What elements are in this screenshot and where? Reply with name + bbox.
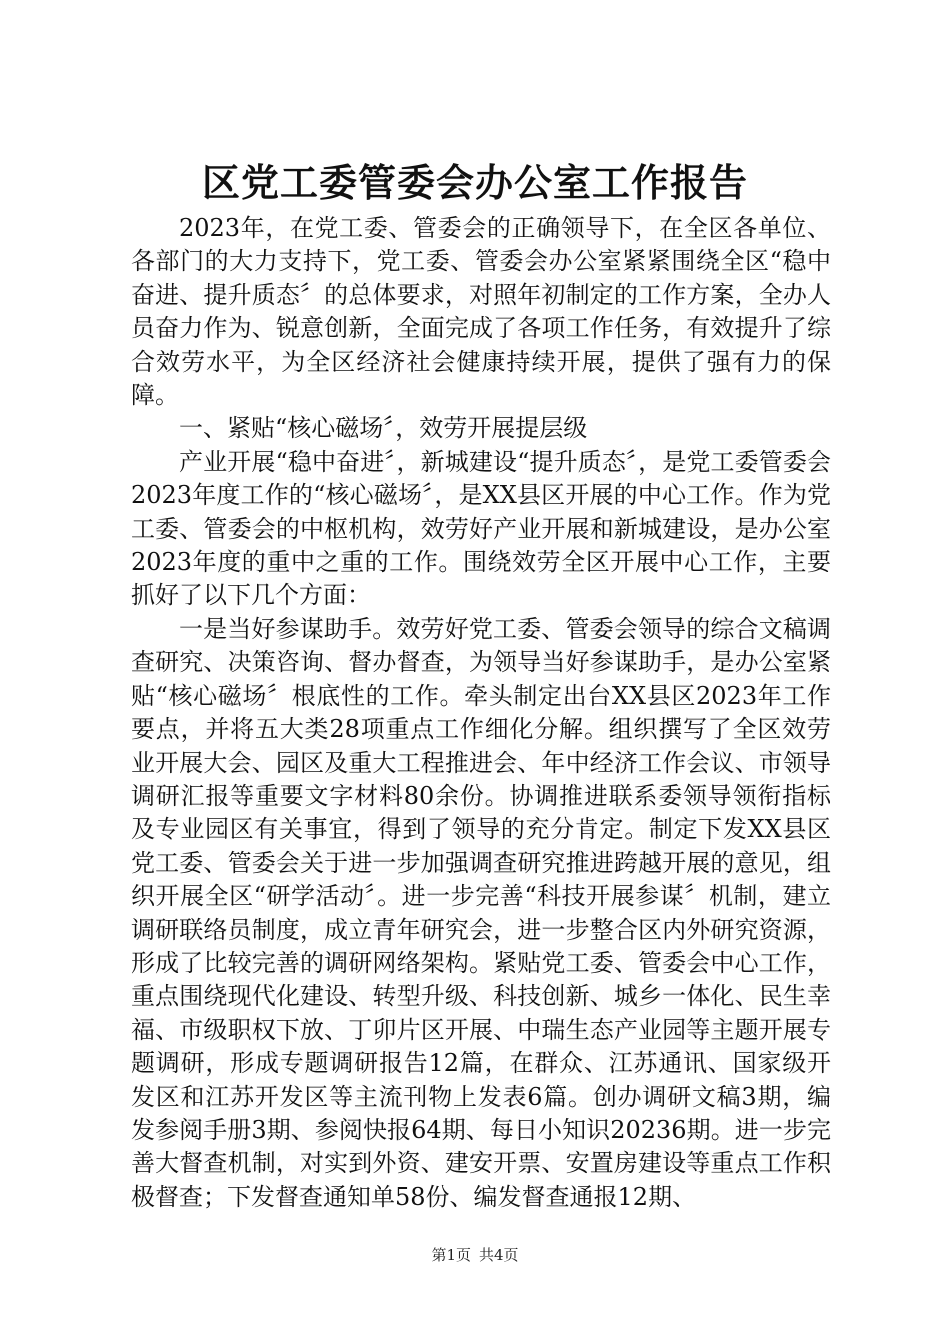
paragraph-advisor-role: 一是当好参谋助手。效劳好党工委、管委会领导的综合文稿调查研究、决策咨询、督办督查，为领导当好参谋助手，是办公室紧贴“核心磁场〞根底性的工作。牵头制定出台XX县区2023年工作要点，并将五大类28项重点工作细化分解。组织撰写了全区效劳业开展大会、园区及重大工程推进会、年中经济工作会议、市领导调研汇报等重要文字材料80余份。协调推进联系委领导领衔指标及专业园区有关事宜，得到了领导的充分肯定。制定下发XX县区党工委、管委会关于进一步加强调查研究推进跨越开展的意见，组织开展全区“研学活动〞。进一步完善“科技开展参谋〞机制，建立调研联络员制度，成立青年研究会，进一步整合区内外研究资源，形成了比较完善的调研网络架构。紧贴党工委、管委会中心工作，重点围绕现代化建设、转型升级、科技创新、城乡一体化、民生幸福、市级职权下放、丁卯片区开展、中瑞生态产业园等主题开展专题调研，形成专题调研报告12篇，在群众、江苏通讯、国家级开发区和江苏开发区等主流刊物上发表6篇。创办调研文稿3期，编发参阅手册3期、参阅快报64期、每日小知识20236期。进一步完善大督查机制，对实到外资、建安开票、安置房建设等重点工作积极督查；下发督查通知单58份、编发督查通报12期、 <box>131 614 831 1211</box>
document-body <box>131 212 831 1214</box>
paragraph-section-1-intro: 产业开展“稳中奋进〞，新城建设“提升质态〞，是党工委管委会2023年度工作的“核心磁场〞，是XX县区开展的中心工作。作为党工委、管委会的中枢机构，效劳好产业开展和新城建设，是办公室2023年度的重中之重的工作。围绕效劳全区开展中心工作，主要抓好了以下几个方面： <box>131 447 831 610</box>
page-total: 共4页 <box>479 1246 519 1264</box>
page-number: 第1页 <box>431 1246 471 1264</box>
section-heading-1: 一、紧贴“核心磁场〞，效劳开展提层级 <box>179 414 588 443</box>
document-title: 区党工委管委会办公室工作报告 <box>201 160 748 205</box>
page-footer <box>0 1245 950 1265</box>
paragraph-intro: 2023年，在党工委、管委会的正确领导下，在全区各单位、各部门的大力支持下，党工委、管委会办公室紧紧围绕全区“稳中奋进、提升质态〞的总体要求，对照年初制定的工作方案，全办人员奋力作为、锐意创新，全面完成了各项工作任务，有效提升了综合效劳水平，为全区经济社会健康持续开展，提供了强有力的保障。 <box>131 214 831 410</box>
